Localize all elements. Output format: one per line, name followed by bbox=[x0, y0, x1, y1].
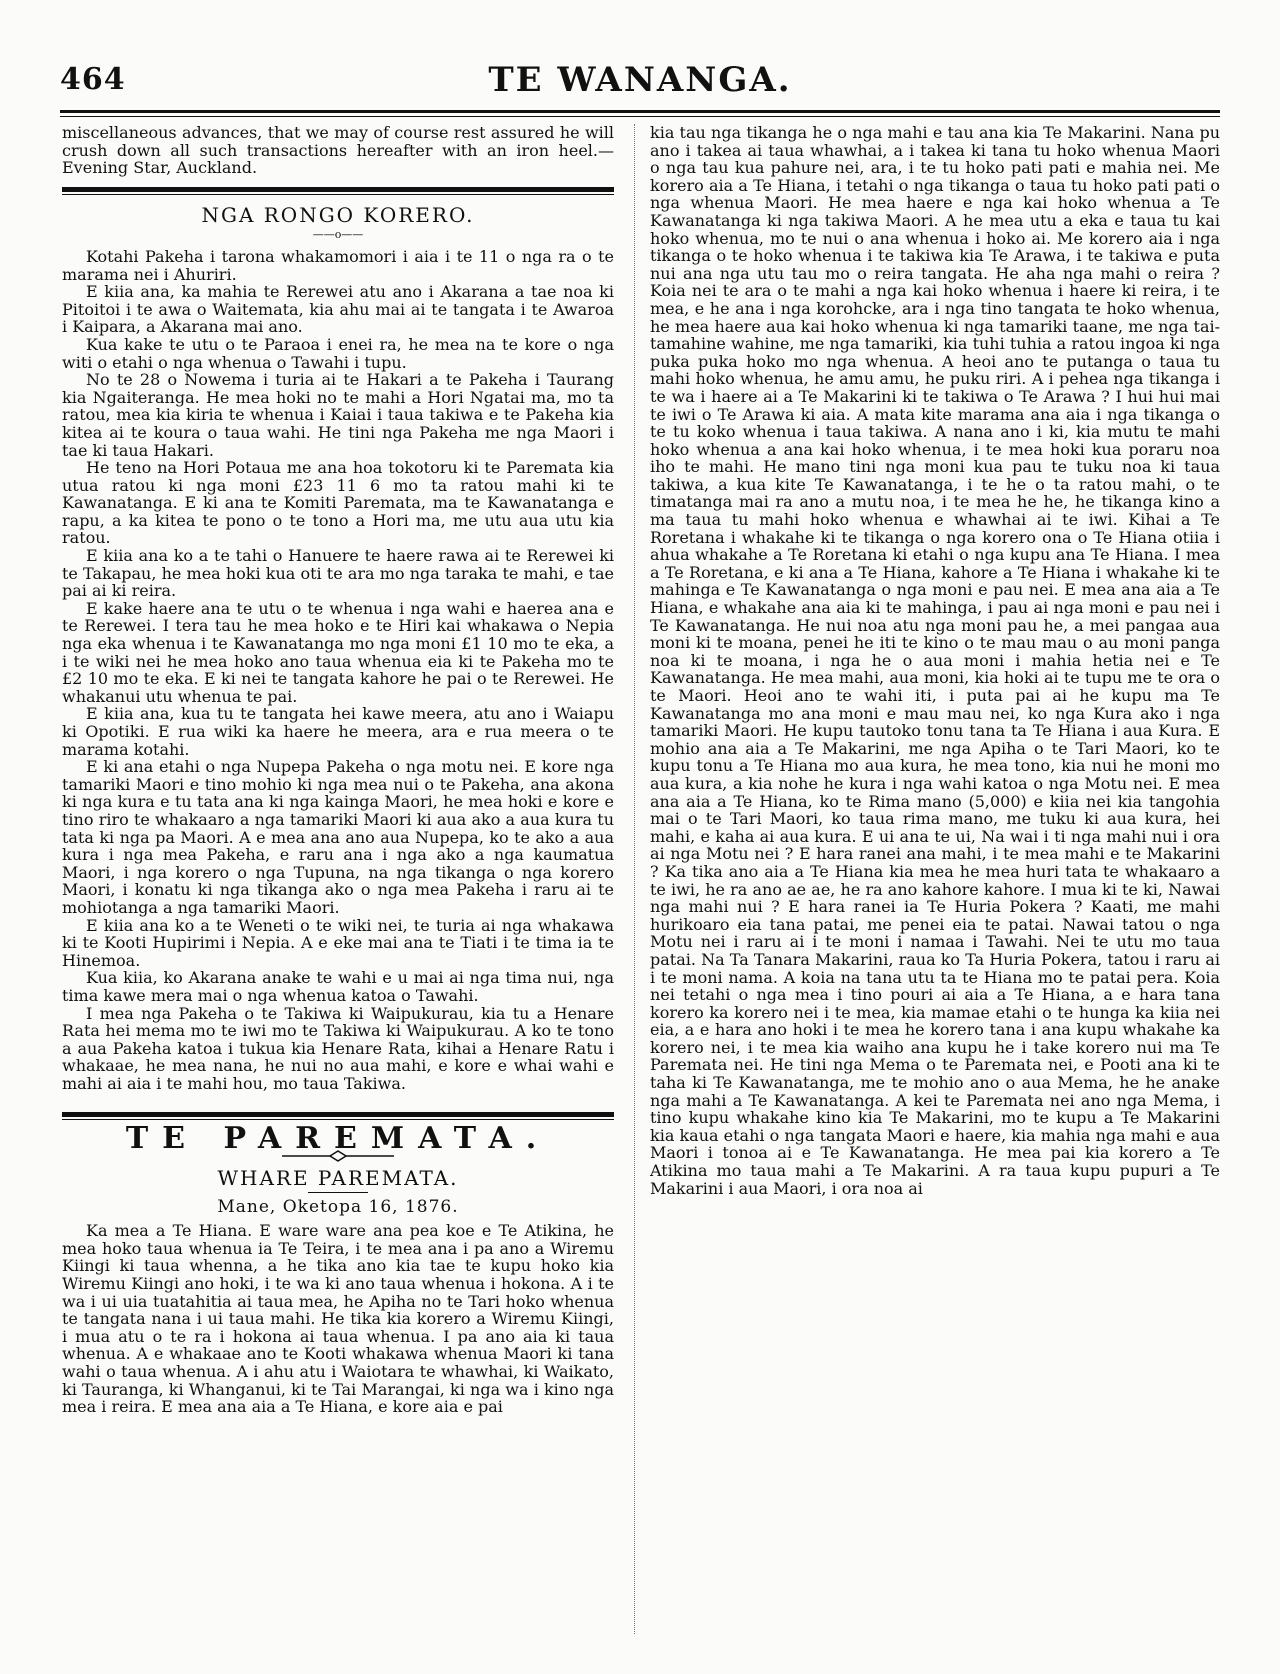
news-paragraph: Kua kiia, ko Akarana anake te wahi e u mai ai nga tima nui, nga tima kawe mera mai o nga whenua katoa o Tawahi. bbox=[62, 968, 614, 1005]
dateline: Mane, Oketopa 16, 1876. bbox=[217, 1196, 459, 1217]
paremata-thin-rule bbox=[62, 1119, 614, 1120]
masthead-title: TE WANANGA. bbox=[488, 60, 792, 100]
news-paragraph: E kiia ana ko a te tahi o Hanuere te haere rawa ai te Rerewei ki te Takapau, he mea hoki kua oti te ara mo nga taraka te mahi, e tae pai ai ki reira. bbox=[62, 546, 614, 601]
news-paragraph: E kake haere ana te utu o te whenua i nga wahi e haerea ana e te Rerewei. I tera tau he mea hoko e te Hiri kai whakawa o Nepia nga eka whenua i te Kawanatanga mo nga moni £1 10 mo te eka, a i te wiki nei he mea hoko ano taua whenua eia ki te Pakeha mo te £2 10 mo te eka. E ki nei te tangata kahore he pai o te Rerewei. He whakanui utu whenua te pai. bbox=[62, 598, 614, 706]
section-thin-rule bbox=[62, 194, 614, 195]
news-paragraph: E kiia ana ko a te Weneti o te wiki nei, te turia ai nga whakawa ki te Kooti Hupirimi i Nepia. A e eke mai ana te Tiati i te tima ia te Hinemoa. bbox=[62, 915, 614, 970]
news-title: NGA RONGO KORERO. bbox=[201, 202, 475, 227]
column-divider bbox=[634, 124, 636, 1634]
paremata-paragraph: Ka mea a Te Hiana. E ware ware ana pea koe e Te Atikina, he mea hoko taua whenua ia Te Teira, i te mea ana i pa ano a Wiremu Kiingi ki taua whenna, a he tika ano kia tae te kupu hoko kia Wiremu Kiingi ano hoki, i te wa ki ano taua whenua i hokona. A i te wa i ui uia tuatahitia ai taua mea, he Apiha no te Tari hoko whenua te tangata nana i ui taua mahi. He tika kia korero a Wiremu Kiingi, i mua atu o te ra i hokona ai taua whenua. I pa ano aia ki taua whenua. A e whakaae ano te Kooti whakawa whenua Maori ki tana wahi o taua whenua. A i ahu atu i Waiotara te whawhai, ki Waikato, ki Tauranga, ki Whanganui, ki te Tai Marangai, ki nga wa i kino nga mea i reira. E mea ana aia a Te Hiana, e kore aia e pai bbox=[62, 1221, 614, 1417]
news-paragraph: E ki ana etahi o nga Nupepa Pakeha o nga motu nei. E kore nga tamariki Maori e tino mohio ki nga mea nui o te Pakeha, ana akona ki nga kura e tu tata ana ki nga kainga Maori, he mea hoki e kore e tino riro te whakaaro a nga tamariki Maori ki aua ako a aua kura tu tata ki nga pa Maori. A e mea ana ano aua Nupepa, ko te ako a aua kura i nga mea Pakeha, e raru ana i nga ako a nga kaumatua Maori, i nga korero o nga Tupuna, na nga tikanga o nga korero Maori, i konatu ki nga tikanga ako o nga mea Pakeha i raru ai te mohiotanga a nga tamariki Maori. bbox=[62, 757, 614, 917]
header-rule bbox=[60, 110, 1220, 113]
right-column bbox=[650, 124, 1220, 1197]
news-paragraph: Kua kake te utu o te Paraoa i enei ra, he mea na te kore o nga witi o etahi o nga whenua o Tawahi i tupu. bbox=[62, 334, 614, 372]
left-column bbox=[62, 124, 614, 1416]
page-number: 464 bbox=[60, 62, 126, 97]
news-paragraph: No te 28 o Nowema i turia ai te Hakari a te Pakeha i Taurang kia Ngaiteranga. He mea hoki no te mahi a Hori Ngatai ma, mo ta ratou, mea kia kiria te whenua i Kaiai i taua takiwa e te Pakeha kia kitea ai te koura o taua wahi. He tini nga Pakeha me nga Maori i tae ki taua Hakari. bbox=[62, 370, 614, 460]
news-paragraph: I mea nga Pakeha o te Takiwa ki Waipukurau, kia tu a Henare Rata hei mema mo te iwi mo te Takiwa ki Waipukurau. A ko te tono a aua Pakeha katoa i tukua kia Henare Rata, kihai a Henare Ratu i whakaae, he mea nana, he nui no aua mahi, e kore e whai wahi e mahi ai aia i te mahi hou, mo taua Takiwa. bbox=[62, 1003, 614, 1093]
news-paragraph: Kotahi Pakeha i tarona whakamomori i aia i te 11 o nga ra o te marama nei i Ahuriri. bbox=[62, 246, 614, 284]
news-paragraph: E kiia ana, kua tu te tangata hei kawe meera, atu ano i Waiapu ki Opotiki. E rua wiki ka haere he meera, ara e rua meera o te marama kotahi. bbox=[62, 704, 614, 759]
whare-title: WHARE PAREMATA. bbox=[217, 1166, 459, 1191]
news-ornament: ——o—— bbox=[312, 228, 364, 242]
paremata-thick-rule bbox=[62, 1112, 614, 1117]
header-rule-thin bbox=[60, 116, 1220, 117]
right-column-text: kia tau nga tikanga he o nga mahi e tau ana kia Te Makarini. Nana pu ano i takea ai taua whawhai, a i takea ki tana tu hoko whenua Maori o nga tau kua pahure nei, ara, i te tu hoko pati pati e mahia nei. Me korero aia a Te Hiana, i tetahi o nga tikanga o taua tu hoko pati pati o nga whenua Maori. He mea haere e nga kai hoko whenua a Te Kawanatanga ki nga takiwa Maori. A he mea utu a eka e taua tu kai hoko whenua, mo te nui o ana whenua i hoko ai. Me korero aia i nga tikanga o te hoko whenua i te takiwa kia Te Arawa, i te takiwa e puta nui ana nga utu tau mo o reira tangata. He aha nga mahi o reira ? Koia nei te ara o te mahi a nga kai hoko whenua i haere ki reira, i te mea, e he ana i nga korohcke, ara i nga tino tangata te hoko whenua, he mea haere aua kai hoko whenua ki nga tamariki taane, me nga tai-tamahine wahine, me nga tamariki, kia tuhi tuhia a ratou ingoa ki nga puka puka hoko mo nga whenua. A heoi ano te putanga o taua tu mahi hoko whenua, he amu amu, he puku riri. A i pehea nga tikanga i te wa i haere ai a Te Makarini ki te takiwa o Te Arawa ? I hui hui mai te iwi o Te Arawa ki aia. A mata kite marama ana aia i nga tikanga o te tu koko whenua i taua takiwa. A nana ano i ki, kia mutu te mahi hoko whenua a ana kai hoko whenua, i te mea hoki kua poraru noa iho te mahi. He mano tini nga moni kua pau te tuku noa ki taua takiwa, a kua kite Te Kawanatanga, i te he o ta ratou mahi, o te timatanga mai ra ano a mutu noa, i te mea he he, he tikanga kino a ma taua tu mahi hoko whenua e whawhai ai te iwi. Kihai a Te Roretana i whakahe ki te tikanga o nga korero ona o Te Hiana otiia i ahua whakahe a Te Roretana ki etahi o nga kupu ana Te Hiana. I mea a Te Roretana, e ki ana a Te Hiana, kahore a Te Hiana i whakahe ki te mahinga e Te Kawanatanga o nga moni e pau nei. E mea ana aia a Te Hiana, e whakahe ana aia ki te mahinga, i pau ai nga moni e pau nei i Te Kawanatanga. He nui noa atu nga moni pau he, a mei pangaa aua moni ki te moana, penei he iti te kino o te mau mau o au moni panga noa ki te moana, i nga he o aua moni i mahia hetia nei e Te Kawanatanga. He mea mahi, aua moni, kia hoki ai te tupu me te ora o te Maori. Heoi ano te wahi iti, i puta pai ai he kupu ma Te Kawanatanga mo ana moni e mau mau nei, ko nga Kura ako i nga tamariki Maori. He kupu tautoko tonu tana ta Te Hiana i aua Kura. E mohio ana aia a Te Makarini, me nga Apiha o te Tari Maori, ko te kupu tonu a Te Hiana mo aua kura, he mea tono, kia nui he moni mo aua kura, a kia nohe he kura i nga wahi katoa o nga Motu nei. E mea ana aia a Te Hiana, ko te Rima mano (5,000) e kiia nei kia tangohia mai o te Tari Maori, ko taua rima mano, me tuku ki aua kura, hei mahi, e kaha ai aua kura. E ui ana te ui, Na wai i ti nga mahi nui i ora ai nga Motu nei ? E hara ranei ana mahi, i te mea mahi e te Makarini ? Ka tika ano aia a Te Hiana kia mea he mea huri tata te whakaaro a te iwi, he ra ano ae ae, he ra ano kahore kahore. I mua ki te ki, Nawai nga mahi nui ? E hara ranei ia Te Huria Pokera ? Kaati, me mahi hurikoaro eia tana patai, me penei eia te patai. Nawai tatou o nga Motu nei i raru ai i te moni i namaa i Tawahi. Nei te utu mo taua patai. Na Ta Tanara Makarini, raua ko Ta Huria Pokera, tatou i raru ai i te moni nama. A koia na tana utu ta te Hiana mo te patai pera. Koia nei tetahi o nga mea i tino pouri ai aia a Te Hiana, a e hara tana korero ka korero nei i te mea, kia mamae etahi o te hunga ka kiia nei eia, a e hara ano hoki i te mea he korero tana i ana kupu whakahe ka korero nei, i te mea kia waiho ana kupu he i take korero nui ma Te Paremata nei. He tini nga Mema o te Paremata nei, e Pooti ana ki te taha ki Te Kawanatanga, me te mohio ano o aua Mema, he he anake nga mahi a Te Kawanatanga. A kei te Paremata nei ano nga Mema, i tino kupu whakahe kino kia Te Makarini, mo te kupu a Te Makarini kia kaua etahi o nga tangata Maori e haere, kia mahia nga mahi e aua Maori i tonoa ai e Te Kawanatanga. He mea pai kia korero a Te Atikina mo taua mahi a Te Makarini. A ra taua kupu pupuri a Te Makarini i aua Maori, i ora noa ai bbox=[650, 123, 1220, 1198]
short-rule bbox=[308, 1192, 368, 1193]
intro-text: miscellaneous advances, that we may of course rest assured he will crush down all such transactions hereafter with an iron heel.—Evening Star, Auckland. bbox=[62, 123, 614, 178]
section-thick-rule bbox=[62, 187, 614, 192]
paremata-title: TE PAREMATA. bbox=[125, 1121, 551, 1157]
news-paragraph: He teno na Hori Potaua me ana hoa tokotoru ki te Paremata kia utua ratou ki nga moni £23 11 6 mo ta ratou mahi ki te Kawanatanga. E ki ana te Komiti Paremata, ma te Kawanatanga e rapu, a ka kitea te pono o te tono a Hori ma, me utu aua utu kia ratou. bbox=[62, 458, 614, 548]
news-paragraph: E kiia ana, ka mahia te Rerewei atu ano i Akarana a tae noa ki Pitoitoi i te awa o Waitemata, kia ahu mai ai te tangata i te Awaroa i Kaipara, a Akarana mai ano. bbox=[62, 282, 614, 337]
